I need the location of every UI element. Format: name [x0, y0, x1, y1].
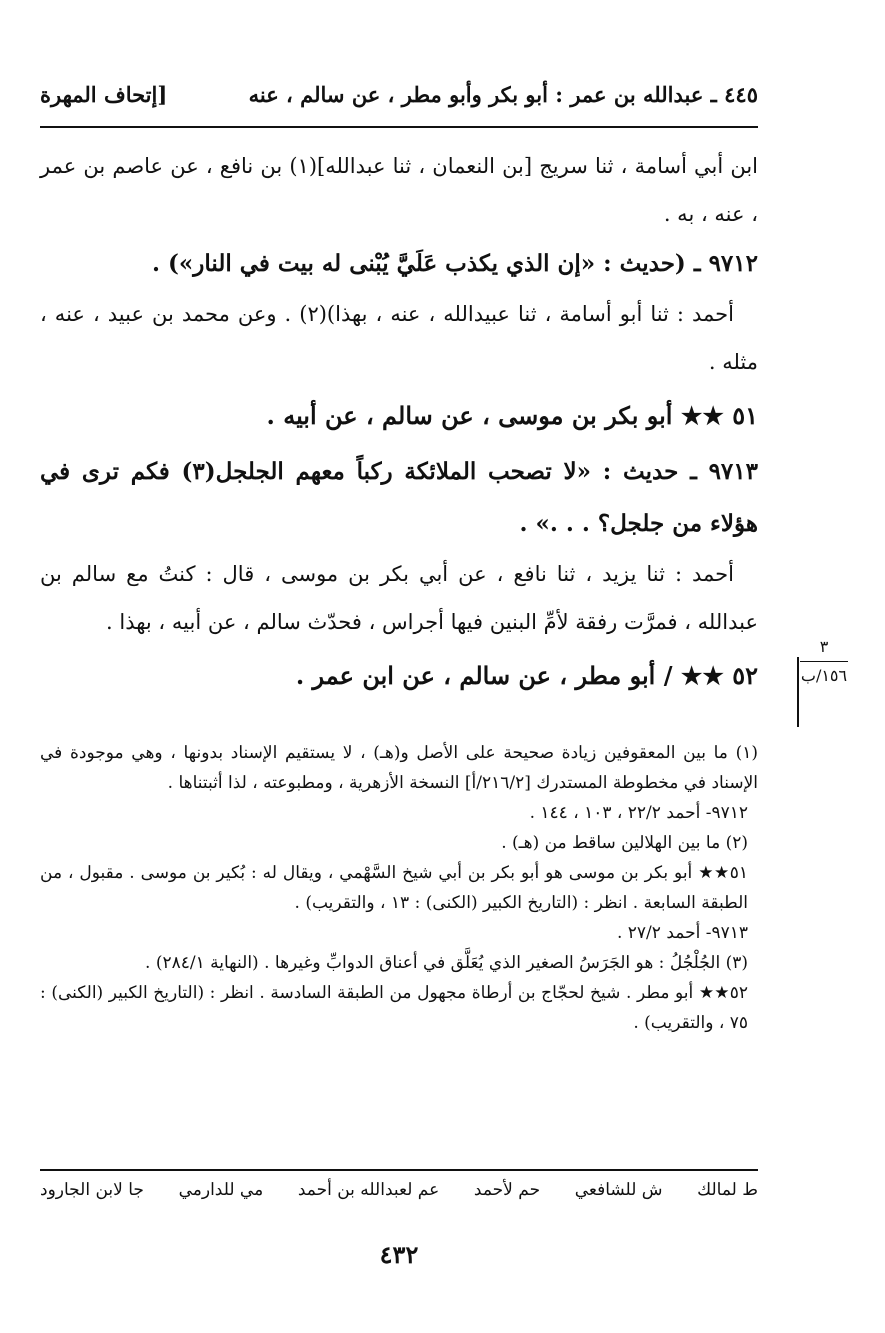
hadith-9713-isnad: أحمد : ثنا يزيد ، ثنا نافع ، عن أبي بكر بن موسى ، قال : كنتُ مع سالم بن عبدالله ، فمرَّت رفقة لأمِّ البنين فيها أجراس ، فحدّث سالم ، عن أبيه ، بهذا .: [40, 562, 758, 634]
marker-divider: [800, 661, 848, 662]
abbreviation-key: [40, 1180, 758, 1200]
abbr-item: جا لابن الجارود: [40, 1180, 144, 1200]
hadith-9713-heading: ٩٧١٣ ـ حديث : «لا تصحب الملائكة ركباً معهم الجلجل(٣) فكم ترى في هؤلاء من جلجل؟ . . .» .: [40, 458, 758, 537]
header-title: ٤٤٥ ـ عبدالله بن عمر : أبو بكر وأبو مطر ، عن سالم ، عنه: [248, 82, 758, 107]
section-51-heading: ٥١ ★★ أبو بكر بن موسى ، عن سالم ، عن أبيه .: [266, 401, 758, 430]
header-book-name: [إتحاف المهرة: [40, 82, 168, 107]
book-page: [40, 0, 848, 1333]
footnote-1: (١) ما بين المعقوفين زيادة صحيحة على الأصل و(هـ) ، لا يستقيم الإسناد بدونها ، وهي موجودة في الإسناد في مخطوطة المستدرك [٢١٦/٢/أ] النسخة الأزهرية ، ومطبوعته ، لذا أثبتناها .: [40, 743, 758, 793]
footnote-3: (٣) الجُلْجُلُ : هو الجَرَسُ الصغير الذي يُعَلَّق في أعناق الدوابِّ وغيرها . (النهاية ٢٨٤/١) .: [145, 953, 748, 973]
abbr-item: ط لمالك: [697, 1180, 758, 1200]
main-text: [40, 142, 758, 706]
marker-bottom: ١٥٦/ب: [800, 666, 848, 685]
reference-51: ٥١★★ أبو بكر بن موسى هو أبو بكر بن أبي شيخ السَّهْمي ، ويقال له : بُكير بن موسى . مقبول ، من الطبقة السابعة . انظر : (التاريخ الكبير (الكنى) : ١٣ ، والتقريب) .: [40, 863, 748, 913]
manuscript-folio-marker: [800, 637, 848, 686]
footnotes: [40, 738, 758, 1038]
running-header: [40, 82, 758, 122]
page-number: ٤٣٢: [379, 1240, 419, 1269]
abbr-item: مي للدارمي: [178, 1180, 264, 1200]
paragraph-isnad-continuation: ابن أبي أسامة ، ثنا سريج [بن النعمان ، ثنا عبدالله](١) بن نافع ، عن عاصم بن عمر ، عنه ، به .: [40, 154, 759, 226]
hadith-9712-isnad: أحمد : ثنا أبو أسامة ، ثنا عبيدالله ، عنه ، بهذا)(٢) . وعن محمد بن عبيد ، عنه ، مثله .: [40, 302, 758, 374]
header-rule: [40, 126, 758, 128]
abbr-item: ش للشافعي: [574, 1180, 663, 1200]
reference-9712: ٩٧١٢- أحمد ٢٢/٢ ، ١٠٣ ، ١٤٤ .: [529, 803, 748, 823]
reference-52: ٥٢★★ أبو مطر . شيخ لحجّاج بن أرطاة مجهول من الطبقة السادسة . انظر : (التاريخ الكبير (الكنى) : ٧٥ ، والتقريب) .: [40, 983, 748, 1033]
hadith-9712-heading: ٩٧١٢ ـ (حديث : «إن الذي يكذب عَلَيَّ يُبْنى له بيت في النار») .: [152, 250, 758, 277]
margin-vertical-line: [797, 657, 799, 727]
footnote-2: (٢) ما بين الهلالين ساقط من (هـ) .: [501, 833, 748, 853]
footer-rule: [40, 1169, 758, 1171]
reference-9713: ٩٧١٣- أحمد ٢٧/٢ .: [616, 923, 748, 943]
abbr-item: حم لأحمد: [473, 1180, 541, 1200]
abbr-item: عم لعبدالله بن أحمد: [297, 1180, 440, 1200]
section-52-heading: ٥٢ ★★ / أبو مطر ، عن سالم ، عن ابن عمر .: [295, 661, 758, 690]
marker-top: ٣: [819, 637, 829, 656]
